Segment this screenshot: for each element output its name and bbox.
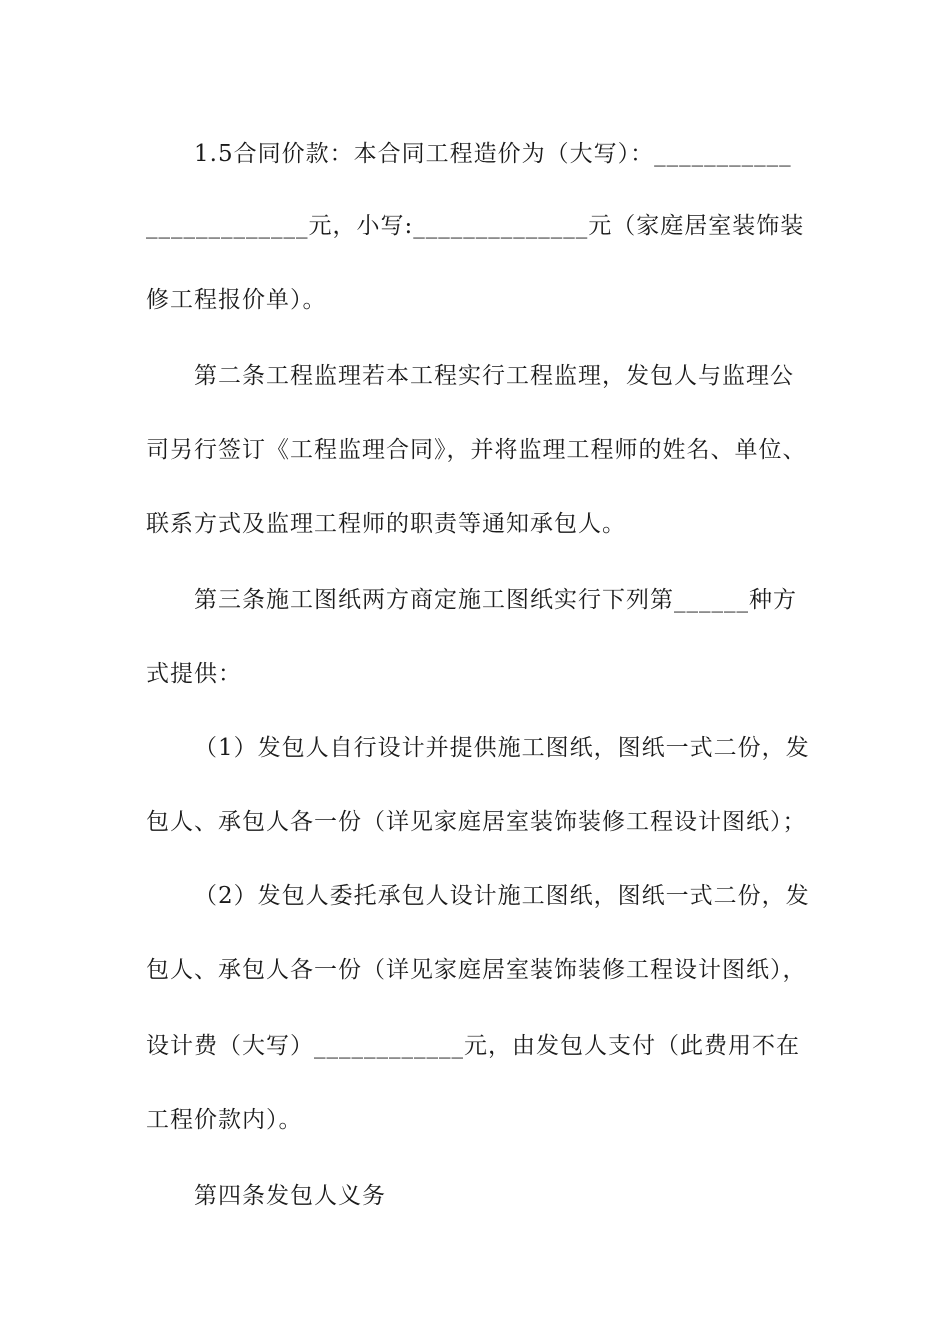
article-2-supervision-line-2: 司另行签订《工程监理合同》，并将监理工程师的姓名、单位、	[146, 437, 807, 463]
article-3-drawings-line-2: 式提供：	[146, 661, 242, 687]
clause-1-5-price-line-2: _____________元，小写:______________元（家庭居室装饰装	[146, 213, 805, 239]
clause-1-5-price-line-1: 1.5合同价款：本合同工程造价为（大写）：___________	[194, 141, 792, 167]
article-2-supervision-line-3: 联系方式及监理工程师的职责等通知承包人。	[146, 511, 626, 537]
item-1-line-2: 包人、承包人各一份（详见家庭居室装饰装修工程设计图纸）；	[146, 809, 807, 835]
clause-1-5-price-line-3: 修工程报价单）。	[146, 287, 327, 313]
item-1-line-1: （1）发包人自行设计并提供施工图纸，图纸一式二份，发	[194, 735, 810, 761]
item-2-line-4: 工程价款内）。	[146, 1107, 303, 1133]
item-2-line-3: 设计费（大写）____________元，由发包人支付（此费用不在	[146, 1033, 800, 1059]
item-2-line-1: （2）发包人委托承包人设计施工图纸，图纸一式二份，发	[194, 883, 810, 909]
item-2-line-2: 包人、承包人各一份（详见家庭居室装饰装修工程设计图纸），	[146, 957, 807, 983]
article-3-drawings-line-1: 第三条施工图纸两方商定施工图纸实行下列第______种方	[194, 587, 797, 613]
article-4-heading: 第四条发包人义务	[194, 1183, 386, 1209]
article-2-supervision-line-1: 第二条工程监理若本工程实行工程监理，发包人与监理公	[194, 363, 794, 389]
